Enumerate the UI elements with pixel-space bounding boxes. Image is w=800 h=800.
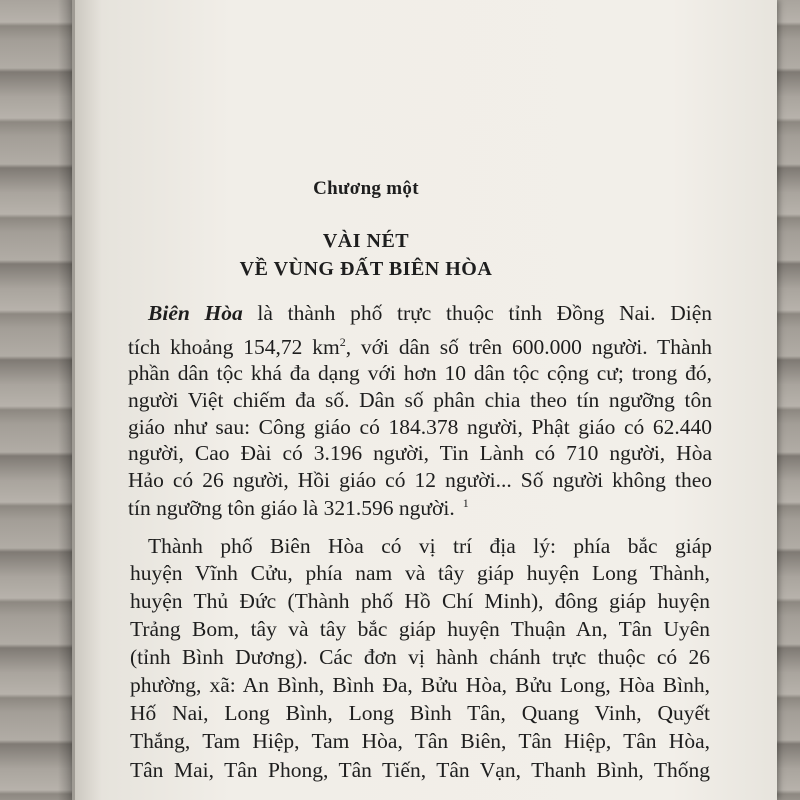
paragraph-2-line-9: Tân Mai, Tân Phong, Tân Tiến, Tân Vạn, Thanh Bình, Thống [130,758,710,782]
paragraph-1-line-3: phần dân tộc khá đa dạng với hơn 10 dân tộc cộng cư; trong đó, [128,361,712,385]
paragraph-2-line-5: (tỉnh Bình Dương). Các đơn vị hành chánh trực thuộc có 26 [130,645,710,669]
paragraph-1-line-5: giáo như sau: Công giáo có 184.378 người, Phật giáo có 62.440 [128,415,712,439]
chapter-title-line-2: VỀ VÙNG ĐẤT BIÊN HÒA [239,258,493,280]
chapter-title-line-1: VÀI NÉT [322,230,410,252]
paragraph-2-line-7: Hố Nai, Long Bình, Long Bình Tân, Quang Vinh, Quyết [130,701,710,725]
population-text: , với dân số trên 600.000 người. Thành [345,335,712,359]
paragraph-1-line-2 [128,334,712,360]
paragraph-2-line-4: Trảng Bom, tây và tây bắc giáp huyện Thuận An, Tân Uyên [130,617,710,641]
paragraph-1-line-1-text: là thành phố trực thuộc tỉnh Đồng Nai. Diện [242,301,712,325]
chapter-label: Chương một [313,178,419,199]
paragraph-1-line-7: Hảo có 26 người, Hồi giáo có 12 người... Số người không theo [128,468,712,492]
lead-term: Biên Hòa [148,301,243,325]
footnote-ref: 1 [462,495,469,510]
paragraph-2-line-1: Thành phố Biên Hòa có vị trí địa lý: phía bắc giáp [148,534,712,558]
paragraph-2-line-2: huyện Vĩnh Cửu, phía nam và tây giáp huyện Long Thành, [130,561,710,585]
paragraph-1-line-8 [128,495,712,521]
paragraph-2-line-6: phường, xã: An Bình, Bình Đa, Bửu Hòa, Bửu Long, Hòa Bình, [130,673,710,697]
paragraph-1-line-1 [148,300,712,326]
paragraph-1-line-4: người Việt chiếm đa số. Dân số phân chia theo tín ngưỡng tôn [128,388,712,412]
area-text: tích khoảng 154,72 km [128,335,340,359]
paragraph-2-line-3: huyện Thủ Đức (Thành phố Hồ Chí Minh), đông giáp huyện [130,589,710,613]
superscript-2: 2 [339,334,346,349]
paragraph-1-line-6: người, Cao Đài có 3.196 người, Tin Lành có 710 người, Hòa [128,441,712,465]
paragraph-2-line-8: Thắng, Tam Hiệp, Tam Hòa, Tân Biên, Tân Hiệp, Tân Hòa, [130,729,710,753]
paragraph-1-line-8-text: tín ngưỡng tôn giáo là 321.596 người. [128,496,455,520]
